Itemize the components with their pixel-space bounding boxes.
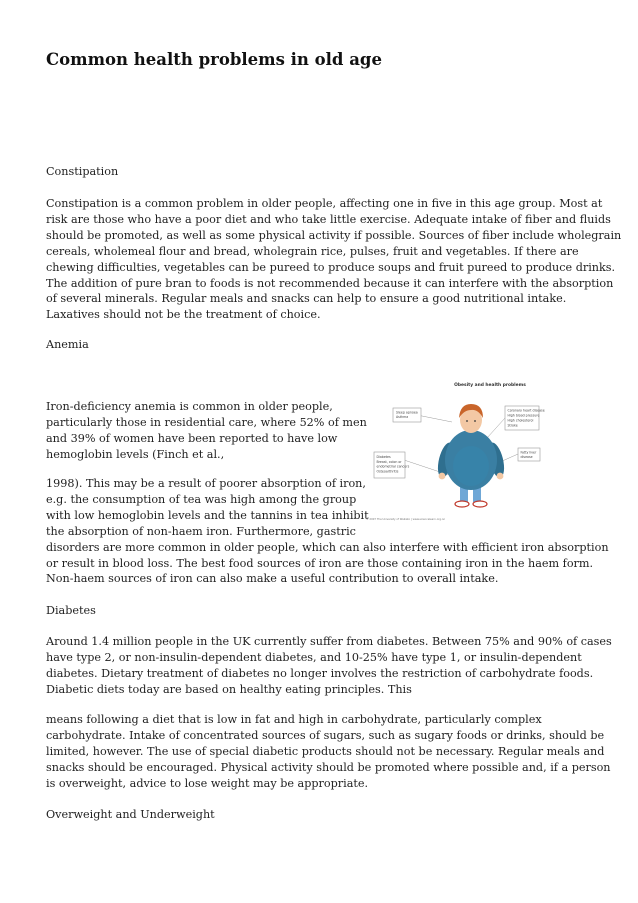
figure-hand — [439, 473, 446, 480]
text-line: carbohydrate. Intake of concentrated sources of sugars, such as sugary foods or drinks, should be — [46, 728, 605, 742]
section-heading-overweight: Overweight and Underweight — [46, 808, 215, 821]
text-line: risk are those who have a poor diet and who take little exercise. Adequate intake of fiber and fluids — [46, 212, 611, 226]
paragraph-constipation — [46, 196, 621, 323]
text-line: Around 1.4 million people in the UK currently suffer from diabetes. Between 75% and 90% of cases — [46, 635, 612, 648]
text-line: Laxatives should not be the treatment of choice. — [46, 308, 321, 322]
text-line: chewing difficulties, vegetables can be pureed to produce soups and fruit pureed to produce drinks. — [46, 260, 616, 274]
figure-hand — [497, 473, 504, 480]
text-line: the absorption of non-haem iron. Furthermore, gastric — [46, 524, 356, 538]
label-right-top: Coronary heart disease High blood pressure High cholesterol Stroke — [507, 408, 545, 428]
obese-person-figure — [435, 404, 507, 507]
text-line: diabetes. Dietary treatment of diabetes no longer involves the restriction of carbohydrate foods. — [46, 666, 594, 680]
section-heading-constipation: Constipation — [46, 165, 119, 178]
text-line: have type 2, or non-insulin-dependent diabetes, and 10-25% have type 1, or insulin-dependent — [46, 650, 582, 664]
text-line: or result in blood loss. The best food sources of iron are those containing iron in the haem form. — [46, 556, 594, 570]
label-left-top: Sleep apnoea Asthma — [396, 410, 418, 419]
text-line: particularly those in residential care, where 52% of men — [46, 415, 367, 429]
figure-belly — [453, 446, 489, 486]
text-line: should be promoted, as well as some physical activity if possible. Sources of fiber include wholegrain — [46, 228, 622, 242]
figure-eye — [466, 420, 468, 422]
text-line: and 39% of women have been reported to have low — [46, 431, 338, 445]
section-heading-diabetes: Diabetes — [46, 604, 96, 617]
text-line: means following a diet that is low in fat and high in carbohydrate, particularly complex — [46, 713, 542, 726]
text-line: snacks should be encouraged. Physical activity should be promoted where possible and, if a person — [46, 760, 611, 774]
label-right-bottom: Fatty liver disease — [520, 450, 537, 459]
text-line: disorders are more common in older people, which can also interfere with efficient iron absorption — [46, 540, 609, 554]
obesity-health-figure — [360, 378, 550, 526]
paragraph-diabetes-1 — [46, 634, 612, 698]
paragraph-anemia-1 — [46, 399, 367, 463]
text-line: 1998). This may be a result of poorer absorption of iron, — [46, 477, 366, 490]
figure-eye — [474, 420, 476, 422]
text-line: Constipation is a common problem in older people, affecting one in five in this age group. Most at — [46, 197, 603, 210]
text-line: of several minerals. Regular meals and snacks can help to ensure a good nutritional intake. — [46, 292, 567, 306]
text-line: The addition of pure bran to foods is not recommended because it can interfere with the absorption — [46, 276, 614, 290]
text-line: is overweight, advice to lose weight may be appropriate. — [46, 776, 369, 790]
text-line: Non-haem sources of iron can also make a useful contribution to overall intake. — [46, 572, 499, 586]
text-line: Diabetic diets today are based on healthy eating principles. This — [46, 682, 412, 696]
text-line: hemoglobin levels (Finch et al., — [46, 447, 225, 461]
text-line: with low hemoglobin levels and the tannins in tea inhibit — [46, 508, 369, 522]
figure-title: Obesity and health problems — [454, 383, 526, 388]
page-title: Common health problems in old age — [46, 50, 382, 69]
figure-shoe — [455, 501, 469, 507]
figure-copyright: © 2007 The University of Waikato | www.sciencelearn.org.nz — [366, 518, 445, 521]
paragraph-diabetes-2 — [46, 712, 611, 792]
text-line: e.g. the consumption of tea was high among the group — [46, 492, 357, 506]
section-heading-anemia: Anemia — [46, 338, 89, 351]
text-line: Iron-deficiency anemia is common in older people, — [46, 400, 333, 413]
obesity-illustration — [360, 378, 550, 526]
label-left-bottom: Diabetes Breast, colon or endometrial cancers Osteoarthritis — [376, 455, 410, 474]
figure-shoe — [473, 501, 487, 507]
text-line: cereals, wholemeal flour and bread, wholegrain rice, pulses, fruit and vegetables. If there are — [46, 244, 579, 258]
text-line: limited, however. The use of special diabetic products should not be necessary. Regular meals and — [46, 744, 605, 758]
